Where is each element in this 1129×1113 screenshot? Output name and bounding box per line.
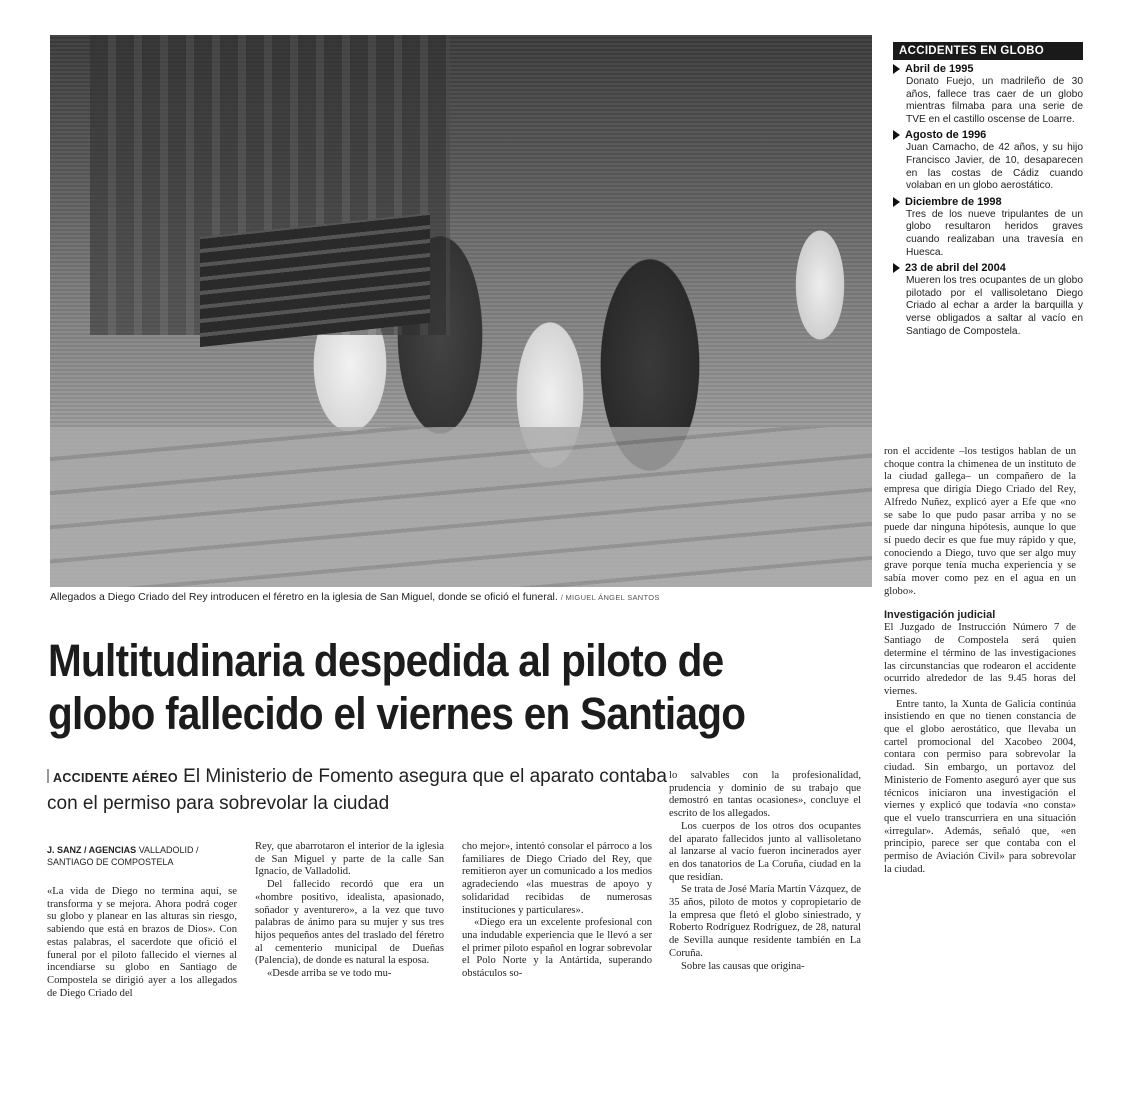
paragraph: lo salvables con la profesionalidad, prudencia y dominio de su trabajo que demostró en tantas ocasiones», concluye el escrito de los allegados. [669, 770, 861, 820]
byline [47, 844, 237, 868]
paragraph: Sobre las causas que origina- [681, 960, 805, 972]
triangle-bullet-icon [893, 64, 900, 74]
subheading: Investigación judicial [884, 609, 996, 622]
paragraph: Los cuerpos de los otros dos ocupantes del aparato fallecidos junto al vallisoletano al lanzarse al vacío fueron incinerados ayer en dos tanatorios de La Coruña, ciudad en la que residían. [669, 820, 861, 883]
entry-date: Diciembre de 1998 [905, 195, 1002, 208]
paragraph: El Juzgado de Instrucción Número 7 de Santiago de Compostela será quien determine el término de las investigaciones las circunstancias que rodearon el accidente ocurrido alrededor de las 9.45 horas del viernes. [884, 622, 1076, 697]
paragraph: «La vida de Diego no termina aquí, se transforma y se mejora. Ahora podrá coger su globo y planear en las alturas sin riesgo, sabiendo que está en brazos de Dios». Con estas palabras, el sacerdote que ofició el funeral por el piloto fallecido el viernes al incendiarse su globo en Santiago de Compostela se dirigió ayer a los allegados de Diego Criado del [47, 886, 237, 999]
funeral-photo [50, 35, 872, 587]
triangle-bullet-icon [893, 197, 900, 207]
photo-caption [50, 591, 872, 603]
paragraph: «Diego era un excelente profesional con una indudable experiencia que le llevó a ser el primer piloto español en lograr sobrevolar el Polo Norte y la Antártida, superando obstáculos so- [462, 917, 652, 980]
entry-date: Agosto de 1996 [905, 129, 987, 142]
deck-text: El Ministerio de Fomento asegura que el aparato contaba con el permiso para sobrevolar la ciudad [47, 766, 667, 814]
paragraph: Rey, que abarrotaron el interior de la iglesia de San Miguel y parte de la calle San Ignacio, de Valladolid. [255, 841, 444, 878]
paragraph: ron el accidente –los testigos hablan de un choque contra la chimenea de un instituto de la ciudad gallega– un compañero de la empresa que dirigía Diego Criado del Rey, Alfredo Nuñez, explicó ayer a Efe que «no se sabe lo que pudo pasar arriba y no se puede dar ninguna hipótesis, aunque lo que sí puedo decir es que fue muy rápido y que, conociendo a Diego, tuvo que ser algo muy grave porque tenía mucha experiencia y se sabía mover como pez en el agua en un globo». [884, 446, 1076, 597]
church-steps [50, 427, 872, 587]
headline: Multitudinaria despedida al piloto de globo fallecido el viernes en Santiago [48, 635, 746, 739]
paragraph: Se trata de José María Martín Vázquez, de 35 años, piloto de motos y copropietario de la empresa que fletó el globo siniestrado, y Roberto Rodríguez Rodríguez, de 28, natural de Sevilla aunque residente también en La Coruña. [669, 884, 861, 959]
entry-text: Juan Camacho, de 42 años, y su hijo Francisco Javier, de 10, desaparecen en las costas de Cádiz cuando volaban en un globo aerostático. [906, 142, 1083, 192]
byline-place: VALLADOLID / SANTIAGO DE COMPOSTELA [47, 845, 199, 867]
entry-date: Abril de 1995 [905, 63, 974, 75]
sidebar-entry [893, 62, 1083, 126]
sidebar-entry [893, 195, 1083, 259]
article-column-2 [255, 841, 444, 981]
paragraph: Entre tanto, la Xunta de Galicia continúa insistiendo en que no tienen constancia de que el globo aerostático, que llevaba un cartel promocional del Xacobeo 2004, contara con permiso para sobrevolar la ciudad. Sin embargo, un portavoz del Ministerio de Fomento aseguró ayer que sus técnicos iniciaron una investigación el viernes y explicó que todavía «no consta» que el vuelo transcurriera en una situación «irregular». Además, señaló que, «en principio, parece ser que contaba con el permiso de Aviación Civil» para sobrevolar la ciudad. [884, 698, 1076, 875]
entry-text: Mueren los tres ocupantes de un globo pilotado por el vallisoletano Diego Criado al echar a arder la barquilla y verse obligados a saltar al vacío en Santiago de Compostela. [906, 275, 1083, 337]
paragraph: «Desde arriba se ve todo mu- [267, 968, 392, 980]
caption-text: Allegados a Diego Criado del Rey introducen el féretro en la iglesia de San Miguel, donde se ofició el funeral. [50, 591, 558, 603]
triangle-bullet-icon [893, 130, 900, 140]
balloon-accidents-sidebar [893, 42, 1083, 426]
sidebar-entry [893, 261, 1083, 338]
section-tag: ACCIDENTE AÉREO [53, 771, 178, 785]
sidebar-entry [893, 128, 1083, 192]
article-column-1 [47, 886, 237, 1000]
photo-credit: / MIGUEL ÁNGEL SANTOS [560, 593, 660, 602]
sidebar-title: ACCIDENTES EN GLOBO [893, 42, 1083, 60]
deck [47, 764, 667, 816]
article-column-4 [669, 770, 861, 973]
tag-marker [47, 769, 49, 783]
entry-text: Tres de los nueve tripulantes de un globo resultaron heridos graves cuando realizaban una travesía en Huesca. [906, 208, 1083, 258]
article-column-3 [462, 841, 652, 981]
article-column-5 [884, 446, 1076, 877]
entry-date: 23 de abril del 2004 [905, 262, 1006, 275]
paragraph: Del fallecido recordó que era un «hombre positivo, idealista, apasionado, soñador y aventurero», a la vez que tuvo palabras de ánimo para su mujer y sus tres hijos pequeños antes del traslado del féretro al cementerio municipal de Dueñas (Palencia), de donde es natural la esposa. [255, 879, 444, 967]
entry-text: Donato Fuejo, un madrileño de 30 años, fallece tras caer de un globo mientras filmaba para una serie de TVE en el castillo oscense de Loarre. [906, 76, 1083, 125]
triangle-bullet-icon [893, 263, 900, 273]
paragraph: cho mejor», intentó consolar el párroco a los familiares de Diego Criado del Rey, que remitieron ayer un comunicado a los medios agradeciendo «las muestras de apoyo y solidaridad recibidas de numerosas instituciones y particulares». [462, 841, 652, 916]
byline-name: J. SANZ / AGENCIAS [47, 845, 137, 855]
